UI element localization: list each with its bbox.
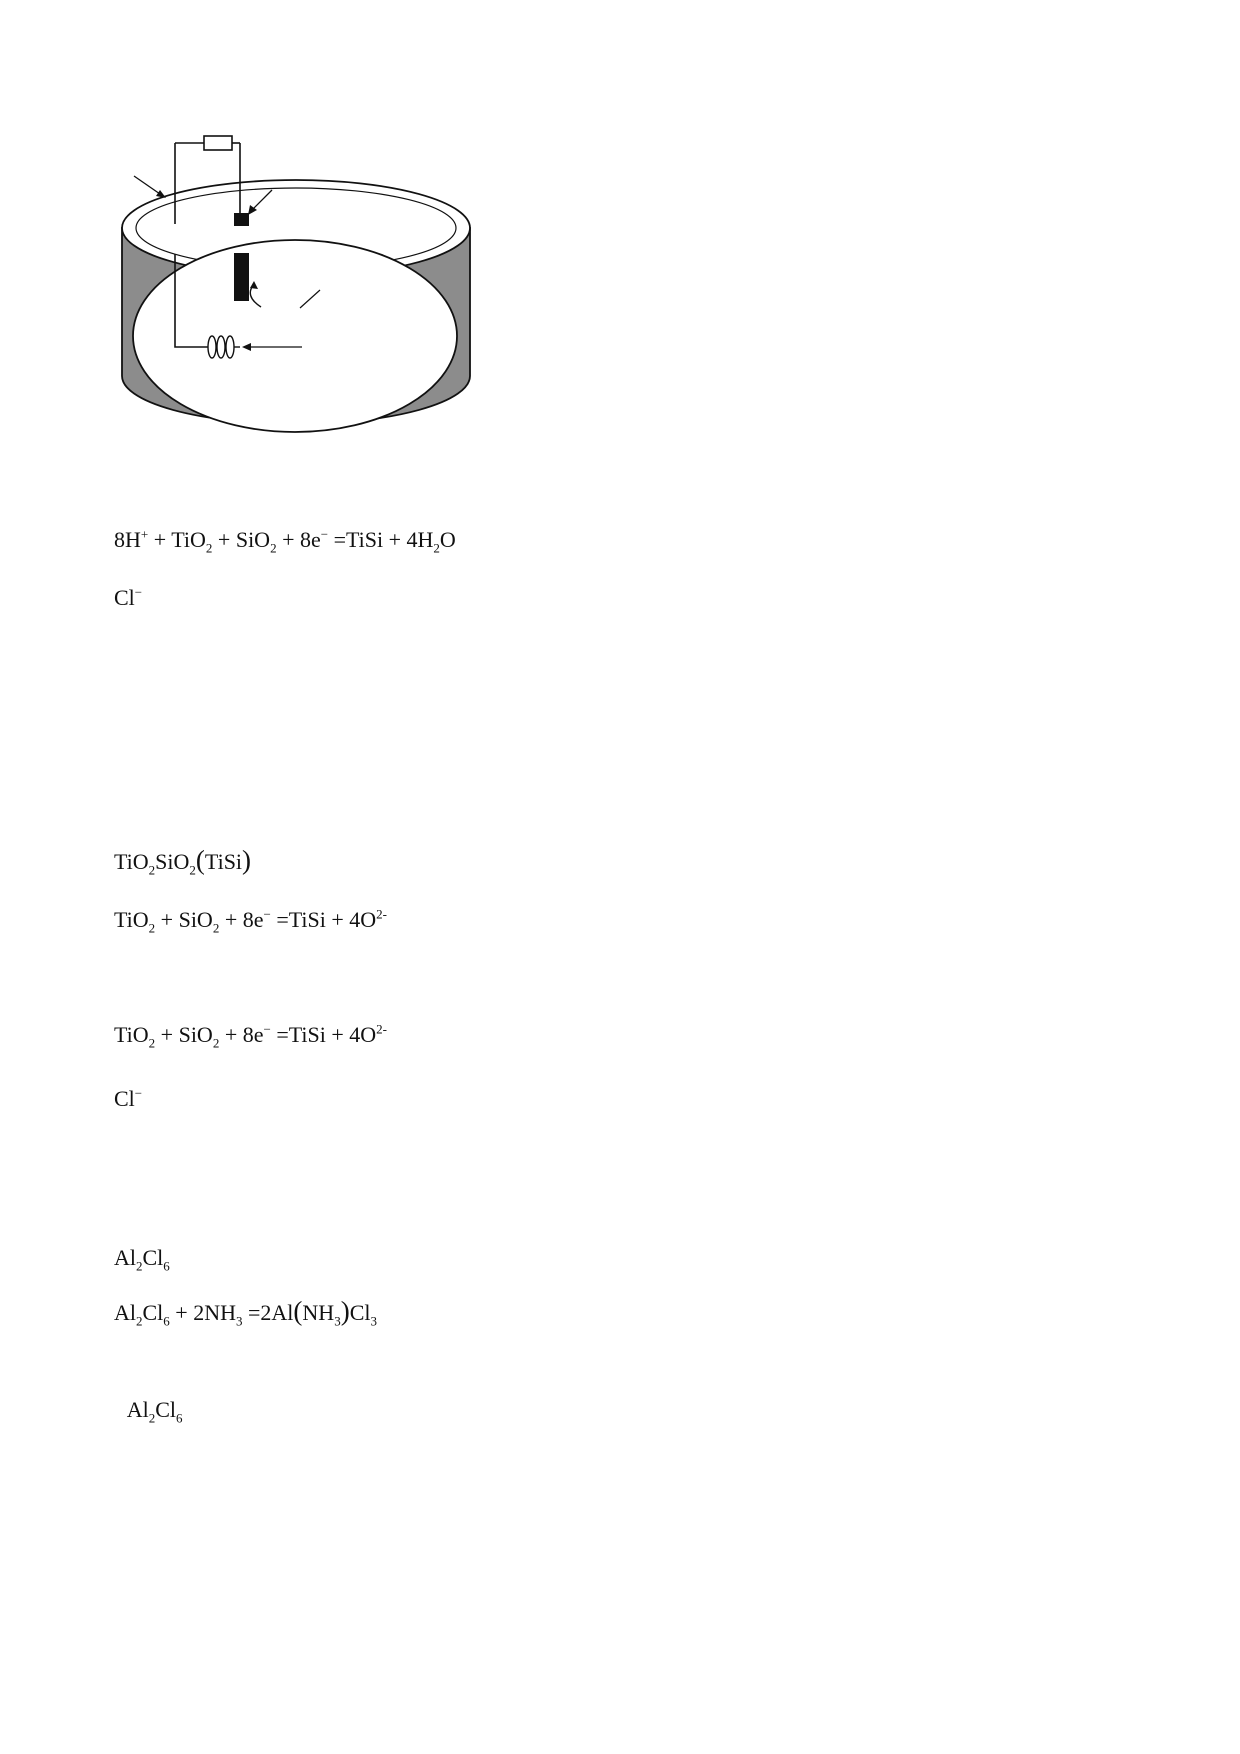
cylinder-window (133, 240, 457, 432)
q11-option-b-equation: 8H+ + TiO$_2$ + SiO$_2$ + 8e− =TiSi + $4H_2O$ (114, 526, 456, 556)
product-tisi-1 (208, 336, 216, 358)
q12-option-a: $Al_2Cl_6$ (126, 1397, 183, 1426)
fenxi-line-2: TiO$_2$SiO$_2$(TiSi) (114, 845, 252, 878)
q12-stem-line-2: $Al_2Cl_6 + 2NH_3 =2Al(NH_3)Cl_3$ (114, 1296, 377, 1329)
electrode-a-arrow (134, 176, 160, 194)
electrolysis-cell-figure (100, 100, 480, 440)
graphite-electrode-top (234, 213, 249, 226)
q11-option-b (114, 525, 456, 555)
power-source-resistor (204, 136, 232, 150)
q12-stem-line-1: $Al_2Cl_6$ (114, 1245, 170, 1274)
detail-b: TiO$_2$ + SiO$_2$ + 8e− =TiSi + $4O^{2-}$ (114, 1021, 388, 1051)
q11-option-c: Cl− (114, 584, 143, 610)
detail-c: Cl− (114, 1085, 143, 1111)
graphite-electrode (234, 253, 249, 301)
fenxi-equation: TiO$_2$ + SiO$_2$ + 8e− =TiSi + $4O^{2-}$ (114, 906, 388, 936)
